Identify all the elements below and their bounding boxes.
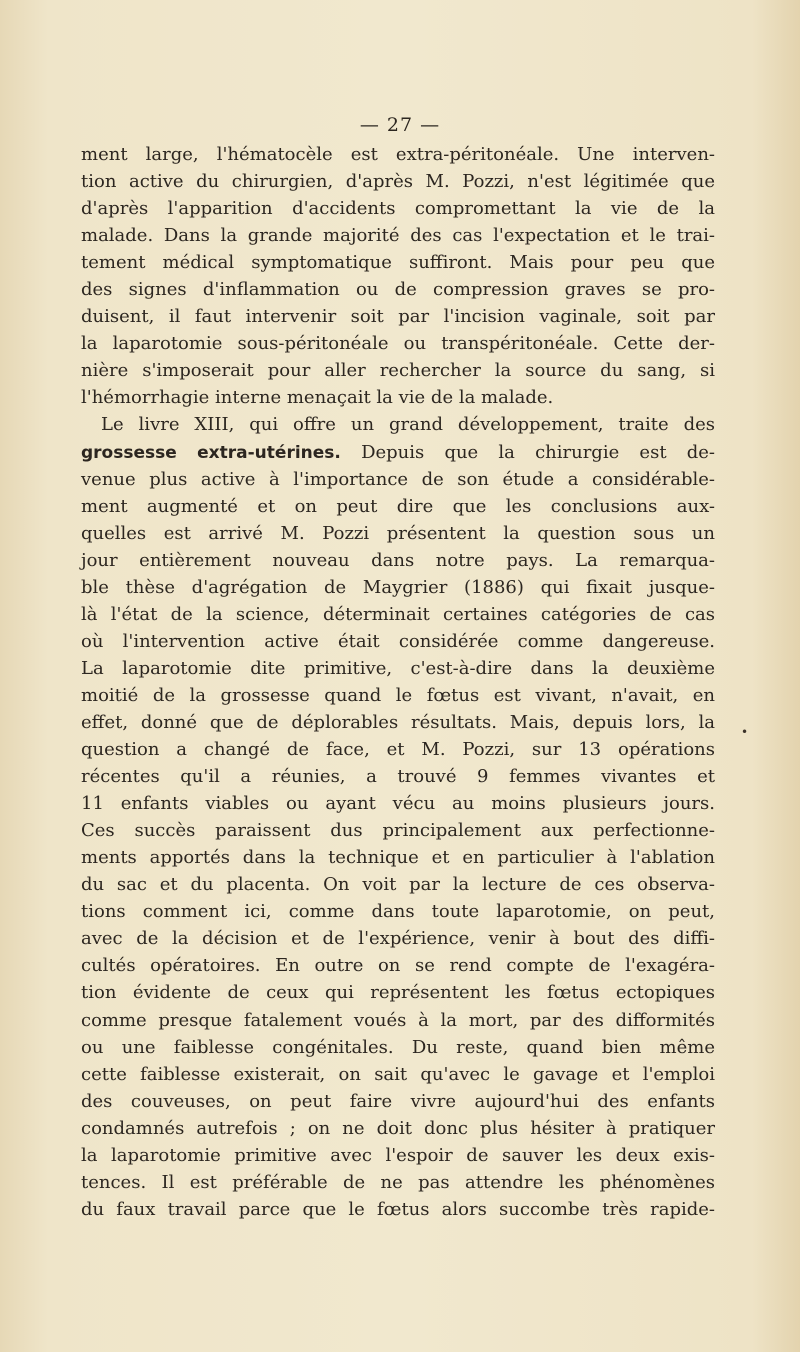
bold-term: grossesse extra-utérines. <box>81 442 341 463</box>
page-number: — 27 — <box>359 114 441 136</box>
text-line: ment large, l'hématocèle est extra-péritonéale. Une interven- <box>81 144 715 165</box>
text-line: l'hémorrhagie interne menaçait la vie de la malade. <box>81 387 554 409</box>
text-line: ou une faiblesse congénitales. Du reste, quand bien même <box>81 1036 715 1058</box>
text-line: du faux travail parce que le fœtus alors succombe très rapide- <box>81 1198 715 1220</box>
text-line: la laparotomie sous-péritonéale ou transpéritonéale. Cette der- <box>81 333 715 355</box>
text-line: 11 enfants viables ou ayant vécu au moins plusieurs jours. <box>81 793 715 815</box>
text-line: du sac et du placenta. On voit par la lecture de ces observa- <box>81 874 715 896</box>
text-line: moitié de la grossesse quand le fœtus est vivant, n'avait, en <box>81 684 715 706</box>
text-line: quelles est arrivé M. Pozzi présentent la question sous un <box>81 522 715 544</box>
text-line: ments apportés dans la technique et en particulier à l'ablation <box>81 847 715 869</box>
text-line: ble thèse d'agrégation de Maygrier (1886) qui fixait jusque- <box>81 576 715 598</box>
text-line: où l'intervention active était considérée comme dangereuse. <box>81 630 715 652</box>
margin-mark: • <box>741 725 749 739</box>
text-line: tement médical symptomatique suffiront. Mais pour peu que <box>81 252 715 274</box>
text-line: cultés opératoires. En outre on se rend compte de l'exagéra- <box>81 955 715 977</box>
text-line: la laparotomie primitive avec l'espoir de sauver les deux exis- <box>81 1144 715 1166</box>
text-line: Ces succès paraissent dus principalement aux perfectionne- <box>81 820 715 842</box>
text-line-with-bold <box>81 439 715 466</box>
text-line: récentes qu'il a réunies, a trouvé 9 femmes vivantes et <box>81 766 715 788</box>
text-line: condamnés autrefois ; on ne doit donc plus hésiter à pratiquer <box>81 1117 715 1139</box>
text-line: Le livre XIII, qui offre un grand développement, traite des <box>101 414 715 436</box>
text-line: tion évidente de ceux qui représentent les fœtus ectopiques <box>81 982 715 1004</box>
text-line: des couveuses, on peut faire vivre aujourd'hui des enfants <box>81 1090 715 1112</box>
text-line: des signes d'inflammation ou de compression graves se pro- <box>81 279 715 301</box>
text-line: d'après l'apparition d'accidents compromettant la vie de la <box>81 198 715 220</box>
text-line: nière s'imposerait pour aller rechercher la source du sang, si <box>81 360 715 382</box>
text-line: avec de la décision et de l'expérience, venir à bout des diffi- <box>81 928 715 950</box>
text-line: duisent, il faut intervenir soit par l'incision vaginale, soit par <box>81 306 715 328</box>
text-line: venue plus active à l'importance de son étude a considérable- <box>81 468 715 490</box>
text-line: question a changé de face, et M. Pozzi, sur 13 opérations <box>81 739 715 761</box>
body-text <box>81 141 715 1223</box>
text-line: La laparotomie dite primitive, c'est-à-dire dans la deuxième <box>81 657 715 679</box>
text-line: comme presque fatalement voués à la mort, par des difformités <box>81 1009 715 1031</box>
text-line: effet, donné que de déplorables résultats. Mais, depuis lors, la <box>81 711 715 733</box>
text-line: tences. Il est préférable de ne pas attendre les phénomènes <box>81 1171 715 1193</box>
text-line-rest: Depuis que la chirurgie est de- <box>340 441 715 463</box>
text-line: malade. Dans la grande majorité des cas l'expectation et le trai- <box>81 225 715 247</box>
text-line: tion active du chirurgien, d'après M. Pozzi, n'est légitimée que <box>81 171 715 193</box>
text-line: tions comment ici, comme dans toute laparotomie, on peut, <box>81 901 715 923</box>
text-line: jour entièrement nouveau dans notre pays. La remarqua- <box>81 549 715 571</box>
text-line: cette faiblesse existerait, on sait qu'avec le gavage et l'emploi <box>81 1063 715 1085</box>
text-line: ment augmenté et on peut dire que les conclusions aux- <box>81 495 715 517</box>
text-line: là l'état de la science, déterminait certaines catégories de cas <box>81 603 715 625</box>
